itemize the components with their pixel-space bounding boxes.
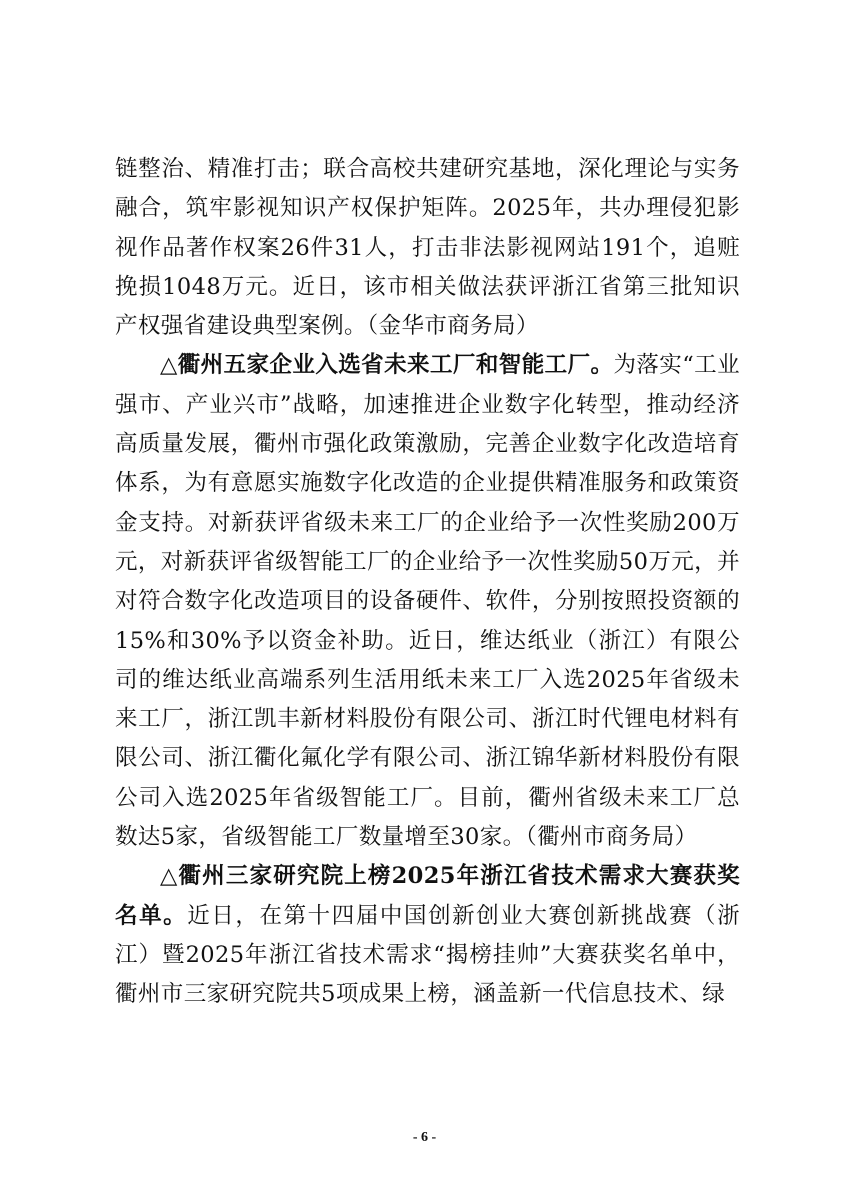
paragraph-continuation	[115, 150, 740, 346]
paragraph-text: 为落实“工业强市、产业兴市”战略，加速推进企业数字化转型，推动经济高质量发展，衢州市强化政策激励，完善企业数字化改造培育体系，为有意愿实施数字化改造的企业提供精准服务和政策资金支持。对新获评省级未来工厂的企业给予一次性奖励200万元，对新获评省级智能工厂的企业给予一次性奖励50万元，并对符合数字化改造项目的设备硬件、软件，分别按照投资额的15%和30%予以资金补助。近日，维达纸业（浙江）有限公司的维达纸业高端系列生活用纸未来工厂入选2025年省级未来工厂，浙江凯丰新材料股份有限公司、浙江时代锂电材料有限公司、浙江衢化氟化学有限公司、浙江锦华新材料股份有限公司入选2025年省级智能工厂。目前，衢州省级未来工厂总数达5家，省级智能工厂数量增至30家。（衢州市商务局）	[115, 352, 740, 851]
document-body	[115, 150, 740, 1015]
paragraph-lead-heading: △衢州五家企业入选省未来工厂和智能工厂。	[160, 352, 614, 379]
paragraph-text: 链整治、精准打击；联合高校共建研究基地，深化理论与实务融合，筑牢影视知识产权保护矩阵。2025年，共办理侵犯影视作品著作权案26件31人，打击非法影视网站191个，追赃挽损1048万元。近日，该市相关做法获评浙江省第三批知识产权强省建设典型案例。（金华市商务局）	[115, 156, 740, 340]
paragraph-text: 近日，在第十四届中国创新创业大赛创新挑战赛（浙江）暨2025年浙江省技术需求“揭榜挂帅”大赛获奖名单中，衢州市三家研究院共5项成果上榜，涵盖新一代信息技术、绿	[115, 902, 741, 1008]
page-number: - 6 -	[412, 1130, 437, 1145]
paragraph-quzhou-factories	[115, 346, 740, 857]
paragraph-quzhou-institutes	[115, 857, 740, 1014]
paragraph-lead-heading: △衢州三家研究院上榜2025年浙江省技术需求大赛获奖名单。	[115, 863, 740, 929]
